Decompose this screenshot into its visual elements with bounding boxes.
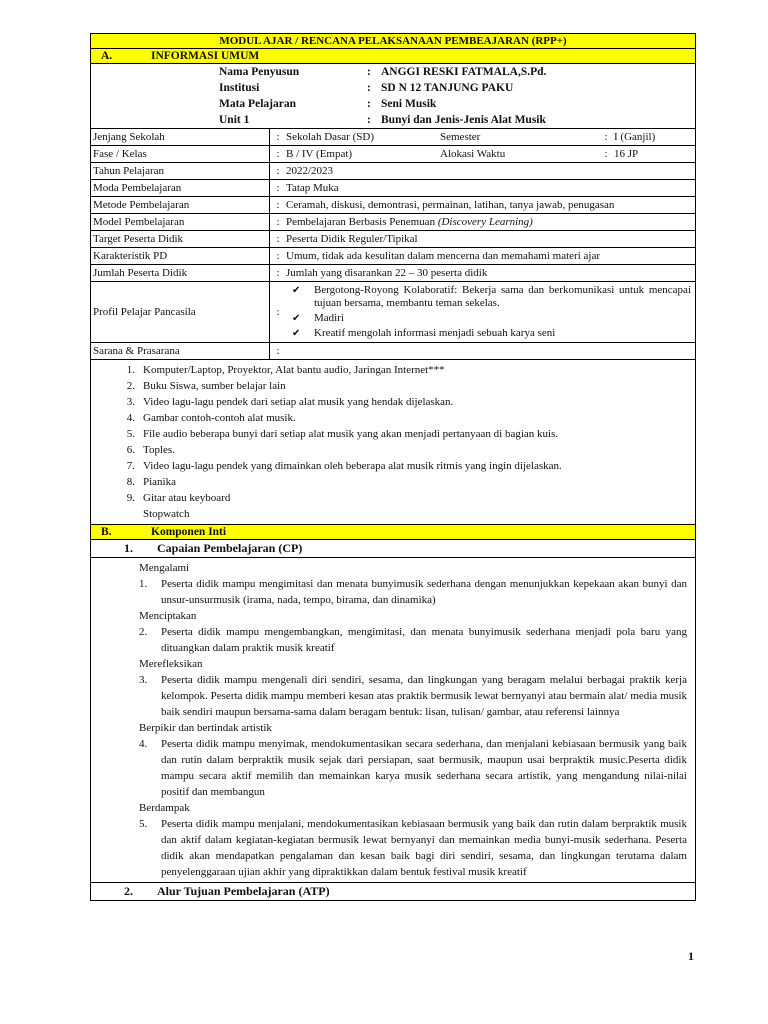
- list-text: Stopwatch: [143, 508, 190, 520]
- list-text: Komputer/Laptop, Proyektor, Alat bantu audio, Jaringan Internet***: [143, 364, 445, 376]
- info-row: [91, 231, 695, 248]
- row-value-text: Pembelajaran Berbasis Penemuan: [286, 216, 438, 228]
- profil-pancasila-row: [91, 282, 695, 343]
- row-key: Jenjang Sekolah: [91, 129, 270, 145]
- list-text: Toples.: [143, 444, 175, 456]
- cp-item-text: Peserta didik mampu mengembangkan, mengimitasi, dan menata bunyimusik sederhana menjadi pola baru yang dituangkan dalam praktik musik kreatif: [161, 626, 687, 654]
- row-value: [286, 214, 695, 230]
- info-colon: :: [367, 98, 371, 110]
- info-row: [91, 197, 695, 214]
- cp-item-number: 2.: [139, 626, 148, 638]
- list-number: 7.: [126, 460, 135, 472]
- jenjang-row: [91, 129, 695, 146]
- list-text: Video lagu-lagu pendek dari setiap alat musik yang hendak dijelaskan.: [143, 396, 454, 408]
- list-text: File audio beberapa bunyi dari setiap alat musik yang akan menjadi pertanyaan di bagian kuis.: [143, 428, 559, 440]
- cp-category: Berdampak: [139, 802, 190, 814]
- info-value: SD N 12 TANJUNG PAKU: [381, 82, 514, 94]
- row-key: Metode Pembelajaran: [91, 197, 270, 213]
- row-value: B / IV (Empat): [286, 148, 353, 160]
- row-key: Profil Pelajar Pancasila: [91, 282, 270, 342]
- sarana-list-block: [91, 360, 695, 525]
- list-item: [91, 442, 695, 458]
- info-row: [91, 214, 695, 231]
- info-line: [91, 112, 695, 128]
- row-colon: :: [276, 250, 280, 262]
- list-number: 4.: [126, 412, 135, 424]
- list-item: [91, 490, 695, 506]
- sarana-list: [91, 360, 695, 524]
- row-value: Tatap Muka: [286, 182, 339, 194]
- info-label: Nama Penyusun: [219, 66, 300, 78]
- row-colon: :: [276, 199, 280, 211]
- list-item: [286, 284, 695, 310]
- general-info-block: [91, 64, 695, 129]
- cp-item: [139, 736, 687, 800]
- row-colon: :: [276, 182, 280, 194]
- info-row: [91, 265, 695, 282]
- info-value: Seni Musik: [381, 98, 437, 110]
- row-colon: :: [276, 216, 280, 228]
- cp-category: Mengalami: [139, 562, 190, 574]
- row-key-2: Alokasi Waktu: [440, 148, 506, 160]
- section-b-header: [91, 525, 695, 540]
- list-number: 5.: [126, 428, 135, 440]
- row-key: Sarana & Prasarana: [91, 343, 270, 359]
- section-a-header: [91, 49, 695, 64]
- row-value: Ceramah, diskusi, demontrasi, permainan, latihan, tanya jawab, penugasan: [286, 199, 615, 211]
- list-item: [91, 378, 695, 394]
- profil-item-text: Kreatif mengolah informasi menjadi sebuah karya seni: [314, 327, 556, 339]
- cp-header: [91, 540, 695, 558]
- row-colon: :: [276, 267, 280, 279]
- cp-item: [139, 576, 687, 608]
- info-colon: :: [367, 82, 371, 94]
- profil-item-text: Bergotong-Royong Kolaboratif: Bekerja sama dan berkomunikasi untuk mencapai tujuan bersama, membantu teman sekelas.: [314, 284, 691, 309]
- cp-item-text: Peserta didik mampu mengimitasi dan menata bunyimusik sederhana dengan menunjukkan kepekaan akan bunyi dan unsur-unsurmusik (irama, nada, tempo, birama, dan dinamika): [161, 578, 687, 606]
- row-value: [286, 343, 695, 359]
- row-value: 2022/2023: [286, 165, 334, 177]
- row-key: Model Pembelajaran: [91, 214, 270, 230]
- list-item: [286, 327, 695, 340]
- list-number: 9.: [126, 492, 135, 504]
- atp-header: [91, 883, 695, 900]
- cp-number: 1.: [124, 541, 133, 555]
- list-item: [91, 458, 695, 474]
- section-b-label: Komponen Inti: [151, 526, 227, 538]
- info-row: [91, 180, 695, 197]
- cp-category: Berpikir dan bertindak artistik: [139, 722, 272, 734]
- row-colon: :: [276, 165, 280, 177]
- section-a-number: A.: [101, 50, 113, 62]
- info-line: [91, 96, 695, 112]
- list-item: [286, 312, 695, 325]
- row-value: Sekolah Dasar (SD): [286, 131, 374, 143]
- cp-item-number: 5.: [139, 818, 148, 830]
- info-line: [91, 64, 695, 80]
- row-value-2: 16 JP: [614, 148, 639, 160]
- list-item: [91, 426, 695, 442]
- list-number: [91, 506, 143, 522]
- list-item: [91, 474, 695, 490]
- profil-list: [286, 282, 695, 342]
- cp-item: [139, 624, 687, 656]
- sarana-row: [91, 343, 695, 360]
- cp-item-text: Peserta didik mampu menjalani, mendokumentasikan kebiasaan bermusik yang baik dan rutin dalam berpraktik musik dan aktif dalam kegiatan-kegiatan bermusik lewat bernyanyi dan memainkan media bunyi-musik sederhana. Peserta didik akan mendapatkan pengalaman dan kesan baik bagi diri sendiri, sesama, dan lingkungan terutama dalam penyelenggaraan ujian akhir yang dipraktikkan dalam bentuk festival musik kreatif: [161, 818, 687, 878]
- row-colon: :: [276, 148, 280, 160]
- info-label: Institusi: [219, 82, 260, 94]
- cp-item: [139, 816, 687, 880]
- row-key: Target Peserta Didik: [91, 231, 270, 247]
- fase-row: [91, 146, 695, 163]
- row-key: Jumlah Peserta Didik: [91, 265, 270, 281]
- section-b-number: B.: [101, 526, 112, 538]
- row-key: Fase / Kelas: [91, 146, 270, 162]
- list-item: [91, 410, 695, 426]
- info-label: Mata Pelajaran: [219, 98, 296, 110]
- profil-item-text: Madiri: [314, 312, 344, 324]
- list-number: 2.: [126, 380, 135, 392]
- list-number: 3.: [126, 396, 135, 408]
- cp-item-number: 4.: [139, 738, 148, 750]
- row-key: Karakteristik PD: [91, 248, 270, 264]
- info-value: ANGGI RESKI FATMALA,S.Pd.: [381, 66, 547, 78]
- row-colon: :: [276, 131, 280, 143]
- list-number: 1.: [126, 364, 135, 376]
- cp-item-text: Peserta didik mampu mengenali diri sendiri, sesama, dan lingkungan yang beragam melalui berbagai praktik kerja kelompok. Peserta didik mampu memberi kesan atas praktik bermusik lewat bernyanyi atau bermain alat/ media musik baik sendiri maupun bersama-sama dalam beragam bentuk: lisan, tulisan/ gambar, atau referensi lainnya: [161, 674, 687, 718]
- cp-item: [139, 672, 687, 720]
- list-text: Pianika: [143, 476, 176, 488]
- info-row: [91, 248, 695, 265]
- row-value-italic: (Discovery Learning): [437, 216, 533, 228]
- row-value-2: I (Ganjil): [614, 131, 656, 143]
- row-value: Jumlah yang disarankan 22 – 30 peserta didik: [286, 267, 488, 279]
- list-text: Buku Siswa, sumber belajar lain: [143, 380, 286, 392]
- row-colon: :: [276, 345, 280, 357]
- atp-label: Alur Tujuan Pembelajaran (ATP): [157, 884, 330, 898]
- cp-body: [91, 558, 695, 883]
- cp-label: Capaian Pembelajaran (CP): [157, 541, 303, 555]
- cp-item-number: 1.: [139, 578, 148, 590]
- cp-category: Menciptakan: [139, 610, 197, 622]
- cp-category: Merefleksikan: [139, 658, 203, 670]
- section-a-label: INFORMASI UMUM: [151, 50, 260, 62]
- cp-item-text: Peserta didik mampu menyimak, mendokumentasikan secara sederhana, dan menjalani kebiasaan bermusik yang baik dan rutin dalam berpraktik musik sejak dari persiapan, saat bermusik, maupun usai berpraktik music.Peserta didik mampu secara aktif memilih dan memainkan karya musik sederhana secara artistik, yang mengandung nilai-nilai positif dan membangun: [161, 738, 687, 798]
- checkmark-icon: ✔: [292, 328, 301, 339]
- row-colon: :: [604, 148, 608, 160]
- info-row: [91, 163, 695, 180]
- rpp-document: [90, 33, 696, 901]
- list-text: Gambar contoh-contoh alat musik.: [143, 412, 296, 424]
- row-colon: :: [276, 306, 280, 318]
- row-value: Umum, tidak ada kesulitan dalam mencerna dan memahami materi ajar: [286, 250, 600, 262]
- checkmark-icon: ✔: [292, 313, 301, 324]
- checkmark-icon: ✔: [292, 285, 301, 296]
- row-value: Peserta Didik Reguler/Tipikal: [286, 233, 418, 245]
- list-item: [91, 362, 695, 378]
- list-item: [91, 506, 695, 522]
- info-line: [91, 80, 695, 96]
- cp-item-number: 3.: [139, 674, 148, 686]
- info-colon: :: [367, 114, 371, 126]
- atp-number: 2.: [124, 884, 133, 898]
- row-key-2: Semester: [440, 131, 481, 143]
- info-colon: :: [367, 66, 371, 78]
- list-item: [91, 394, 695, 410]
- row-colon: :: [276, 233, 280, 245]
- row-key: Moda Pembelajaran: [91, 180, 270, 196]
- info-label: Unit 1: [219, 114, 250, 126]
- row-key: Tahun Pelajaran: [91, 163, 270, 179]
- page-number: 1: [688, 949, 694, 963]
- list-text: Video lagu-lagu pendek yang dimainkan oleh beberapa alat musik ritmis yang ingin dijelaskan.: [143, 460, 562, 472]
- list-text: Gitar atau keyboard: [143, 492, 231, 504]
- info-value: Bunyi dan Jenis-Jenis Alat Musik: [381, 114, 546, 126]
- row-colon: :: [604, 131, 608, 143]
- list-number: 6.: [126, 444, 135, 456]
- document-title: MODUL AJAR / RENCANA PELAKSANAAN PEMBEAJARAN (RPP+): [91, 34, 695, 49]
- list-number: 8.: [126, 476, 135, 488]
